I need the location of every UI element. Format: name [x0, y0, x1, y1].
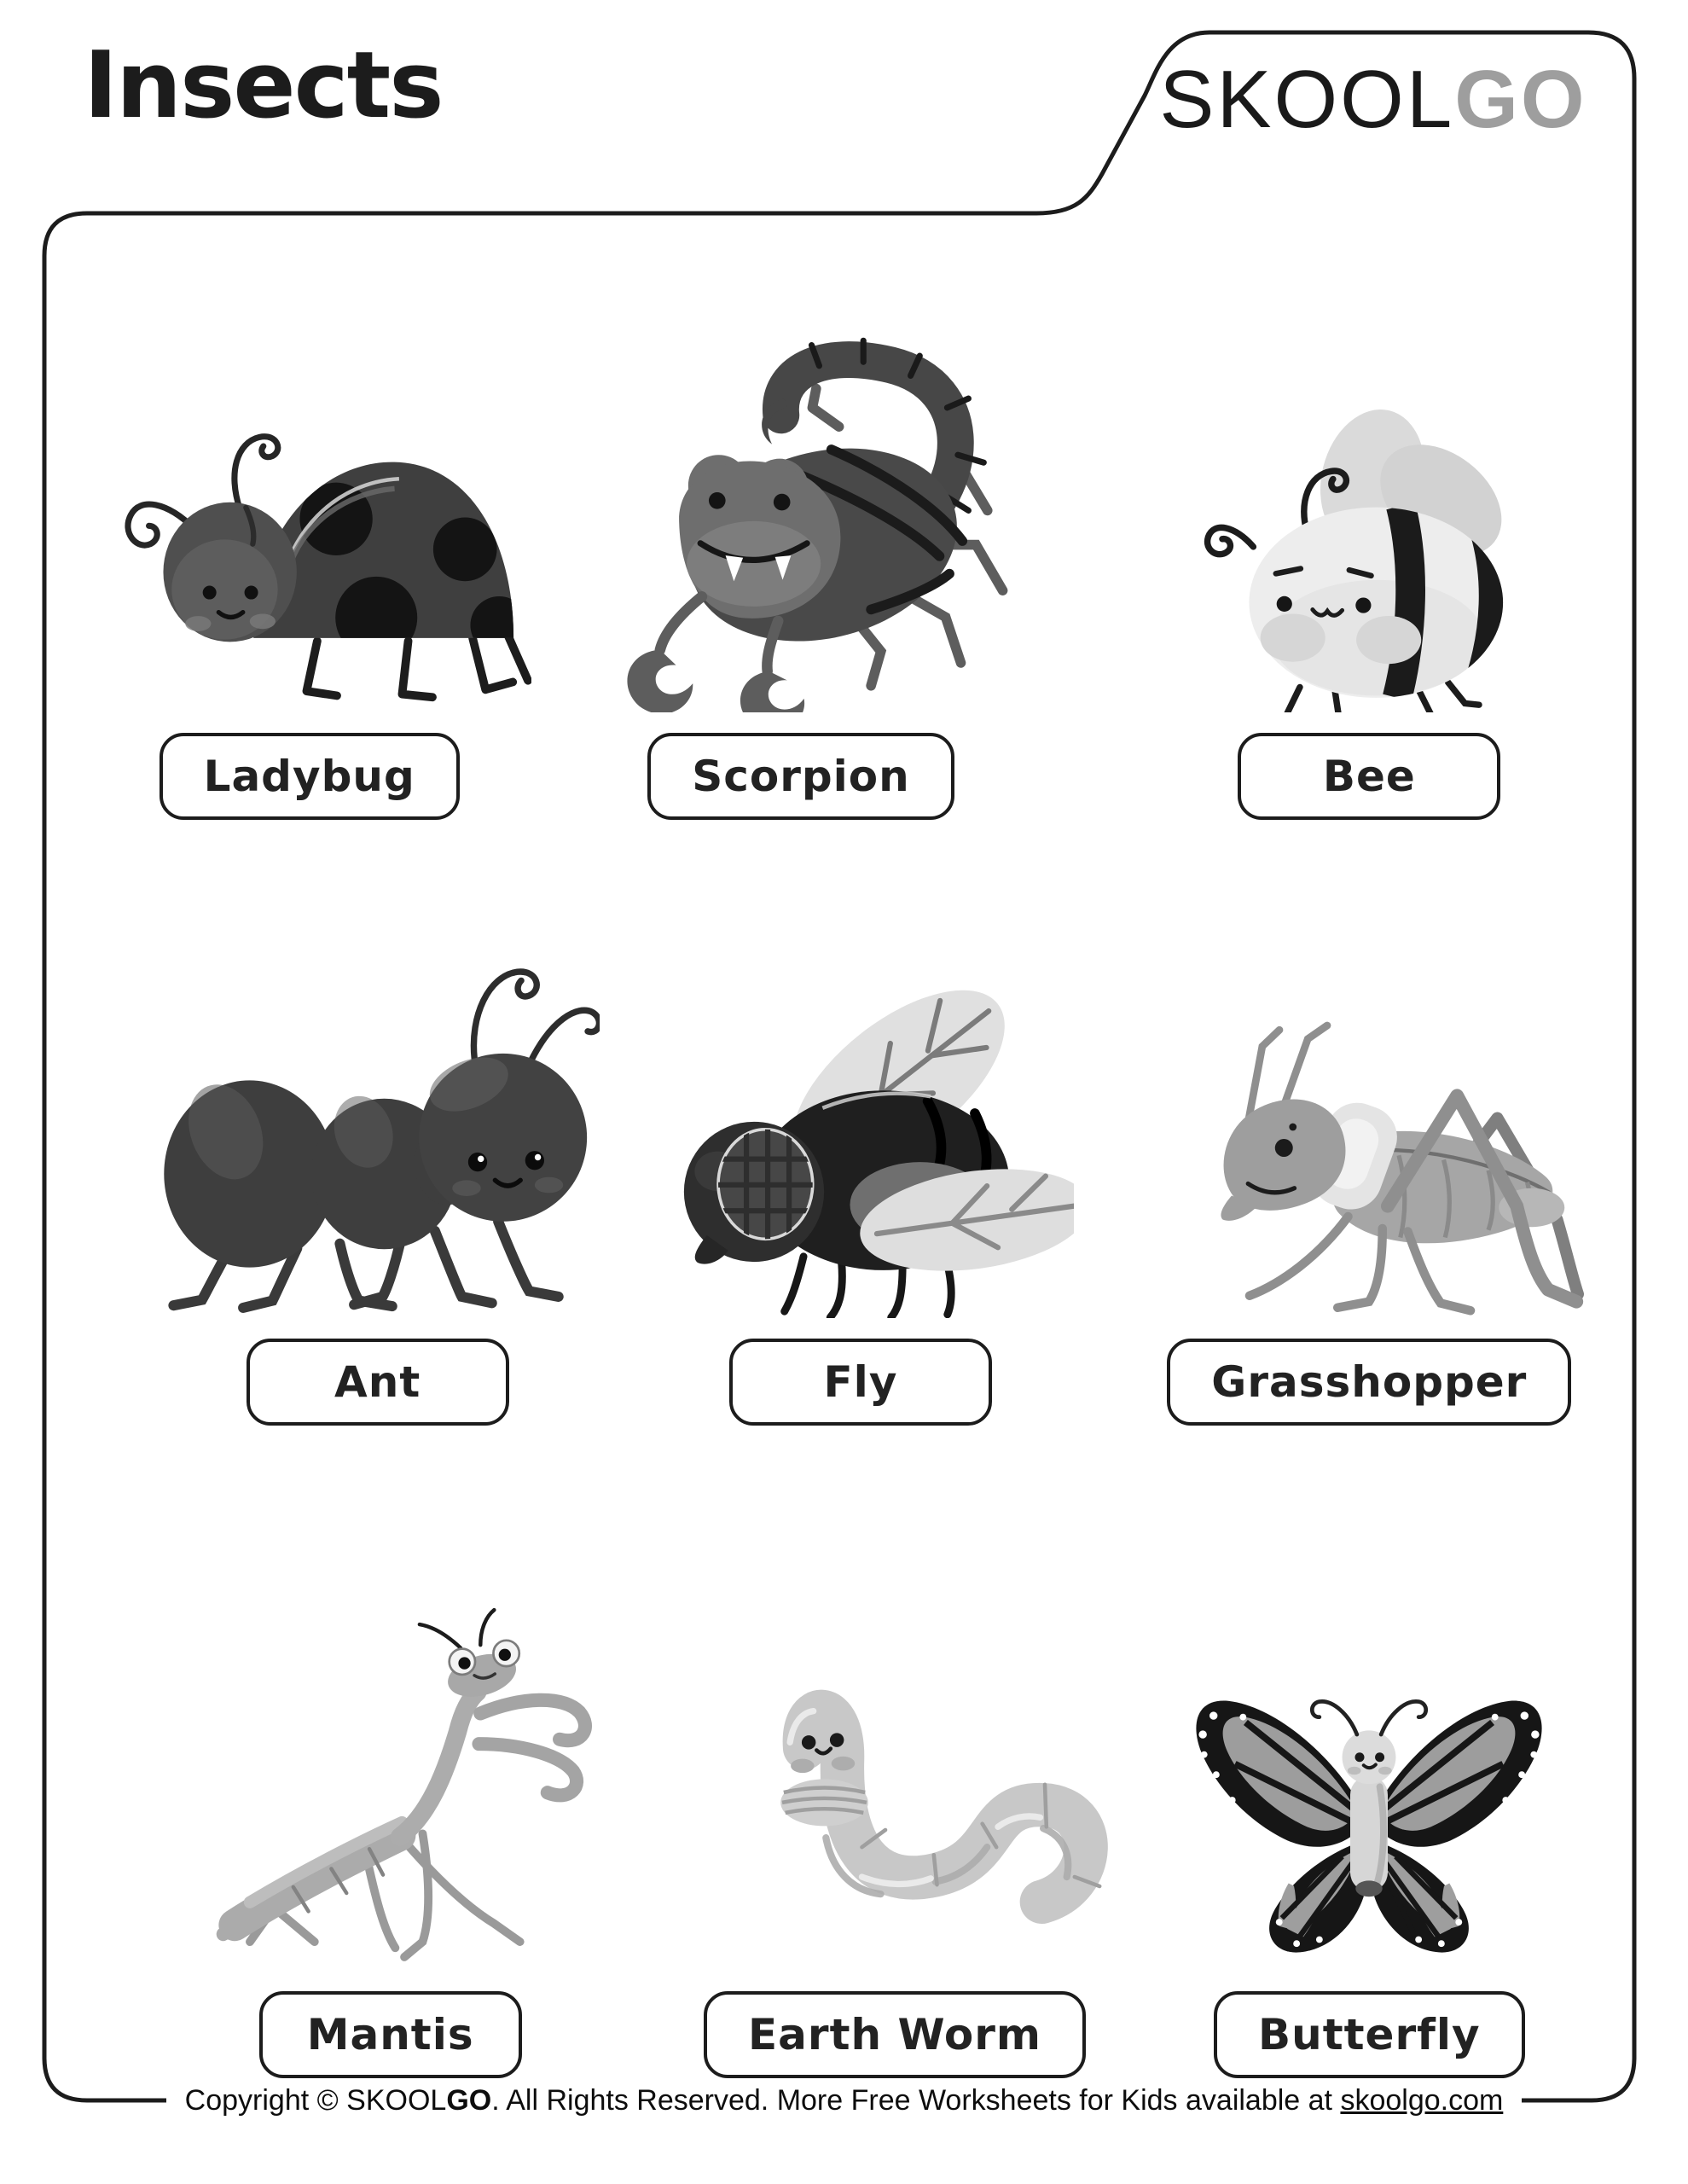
- cell-scorpion: [536, 213, 1065, 842]
- logo-go-text: GO: [1454, 54, 1587, 145]
- label-grasshopper: Grasshopper: [1167, 1339, 1571, 1426]
- label-ladybug: Ladybug: [160, 733, 460, 820]
- butterfly-illustration: [1181, 1655, 1557, 1971]
- cell-grasshopper: [1105, 842, 1634, 1448]
- cell-butterfly: [1105, 1448, 1634, 2100]
- footer-copyright-prefix: Copyright ©: [184, 2084, 347, 2117]
- footer-link[interactable]: skoolgo.com: [1340, 2084, 1504, 2117]
- cell-fly: [595, 842, 1125, 1448]
- cell-earthworm: [629, 1448, 1159, 2100]
- label-mantis: Mantis: [259, 1991, 522, 2078]
- insect-grid: [44, 213, 1634, 2100]
- footer: [0, 2078, 1688, 2128]
- mantis-illustration: [177, 1583, 604, 1971]
- cell-mantis: [125, 1448, 655, 2100]
- footer-copyright-suffix: . All Rights Reserved. More Free Worksheets for Kids available at: [491, 2084, 1341, 2117]
- label-earthworm: Earth Worm: [704, 1991, 1086, 2078]
- cell-ant: [113, 842, 642, 1448]
- label-fly: Fly: [729, 1339, 992, 1426]
- grasshopper-illustration: [1130, 960, 1608, 1318]
- label-bee: Bee: [1238, 733, 1500, 820]
- label-butterfly: Butterfly: [1214, 1991, 1525, 2078]
- cell-ladybug: [44, 213, 574, 842]
- logo-skool-text: SKOOL: [1159, 54, 1455, 145]
- page-title: Insects: [84, 32, 443, 139]
- bee-illustration: [1186, 401, 1552, 712]
- ant-illustration: [156, 930, 600, 1318]
- skoolgo-logo: [1134, 53, 1612, 147]
- earthworm-illustration: [656, 1642, 1134, 1971]
- footer-text: [166, 2078, 1523, 2123]
- scorpion-illustration: [588, 286, 1014, 712]
- label-scorpion: Scorpion: [647, 733, 954, 820]
- ladybug-illustration: [88, 371, 531, 712]
- footer-brand-skool: SKOOL: [346, 2084, 447, 2117]
- footer-brand-go: GO: [446, 2084, 492, 2117]
- cell-bee: [1105, 213, 1634, 842]
- fly-illustration: [647, 951, 1074, 1318]
- label-ant: Ant: [247, 1339, 509, 1426]
